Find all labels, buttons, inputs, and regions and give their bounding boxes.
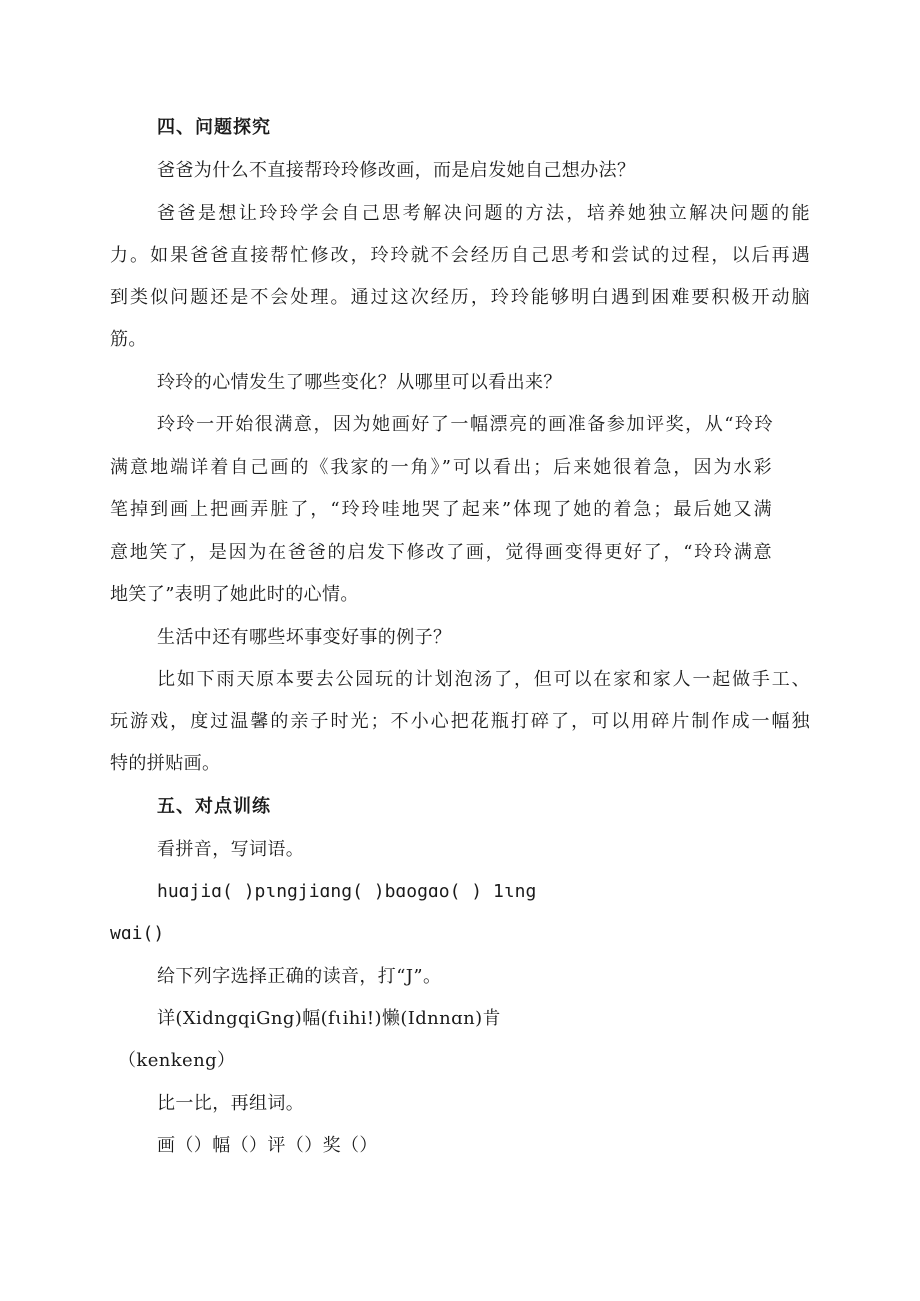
answer-2-line-1-text: 玲玲一开始很满意，因为她画好了一幅漂亮的画准备参加评奖，从“玲玲	[157, 414, 773, 435]
section-heading-5: 五、对点训练	[157, 796, 271, 817]
answer-2-line-2	[110, 456, 772, 480]
answer-3-line-1-text: 比如下雨天原本要去公园玩的计划泡汤了，但可以在家和家人一起做手工、	[157, 669, 810, 690]
answer-2-line-3-text: 笔掉到画上把画弄脏了，“玲玲哇地哭了起来”体现了她的着急；最后她又满	[110, 499, 772, 520]
task-2-line-1: 详(XidngqiGng)幅(fɩihi!)懒(Idnnɑn)肯	[157, 1008, 501, 1029]
answer-1-line-1-text: 爸爸是想让玲玲学会自己思考解决问题的方法，培养她独立解决问题的能	[157, 203, 810, 224]
answer-1-line-3	[110, 286, 810, 310]
answer-2-line-3	[110, 498, 772, 522]
answer-2-line-4	[110, 541, 772, 565]
question-3: 生活中还有哪些坏事变好事的例子？	[157, 627, 452, 648]
question-1: 爸爸为什么不直接帮玲玲修改画，而是启发她自己想办法？	[157, 160, 636, 181]
task-3-line-1: 画（）幅（）评（）奖（）	[157, 1135, 378, 1156]
question-2: 玲玲的心情发生了哪些变化？从哪里可以看出来？	[157, 372, 562, 393]
answer-3-line-1	[157, 668, 810, 692]
answer-2-line-2-text: 满意地端详着自己画的《我家的一角》”可以看出；后来她很着急，因为水彩	[110, 457, 772, 478]
answer-1-line-3-text: 到类似问题还是不会处理。通过这次经历，玲玲能够明白遇到困难要积极开动脑	[110, 287, 810, 308]
answer-2-line-1	[157, 413, 773, 437]
task-1-pinyin-line-2: wɑi()	[110, 923, 165, 944]
section-heading-4: 四、问题探究	[157, 117, 271, 138]
answer-2-line-5: 地笑了”表明了她此时的心情。	[110, 584, 359, 605]
answer-1-line-1	[157, 202, 810, 226]
task-2-instruction: 给下列字选择正确的读音，打“J”。	[157, 966, 442, 987]
task-3-instruction: 比一比，再组词。	[157, 1093, 305, 1114]
answer-3-line-2-text: 玩游戏，度过温馨的亲子时光；不小心把花瓶打碎了，可以用碎片制作成一幅独	[110, 711, 810, 732]
answer-3-line-2	[110, 710, 810, 734]
answer-3-line-3: 特的拼贴画。	[110, 753, 221, 774]
answer-2-line-4-text: 意地笑了，是因为在爸爸的启发下修改了画，觉得画变得更好了，“玲玲满意	[110, 542, 772, 563]
answer-1-line-2-text: 力。如果爸爸直接帮忙修改，玲玲就不会经历自己思考和尝试的过程，以后再遇	[110, 245, 810, 266]
task-1-instruction: 看拼音，写词语。	[157, 839, 305, 860]
answer-1-line-4: 筋。	[110, 329, 147, 350]
task-1-pinyin-line-1: huɑjiɑ( )pɩngjiɑng( )bɑogɑo( ) 1ɩng	[157, 881, 537, 902]
answer-1-line-2	[110, 244, 810, 268]
task-2-line-2: （kenkeng）	[118, 1050, 236, 1071]
